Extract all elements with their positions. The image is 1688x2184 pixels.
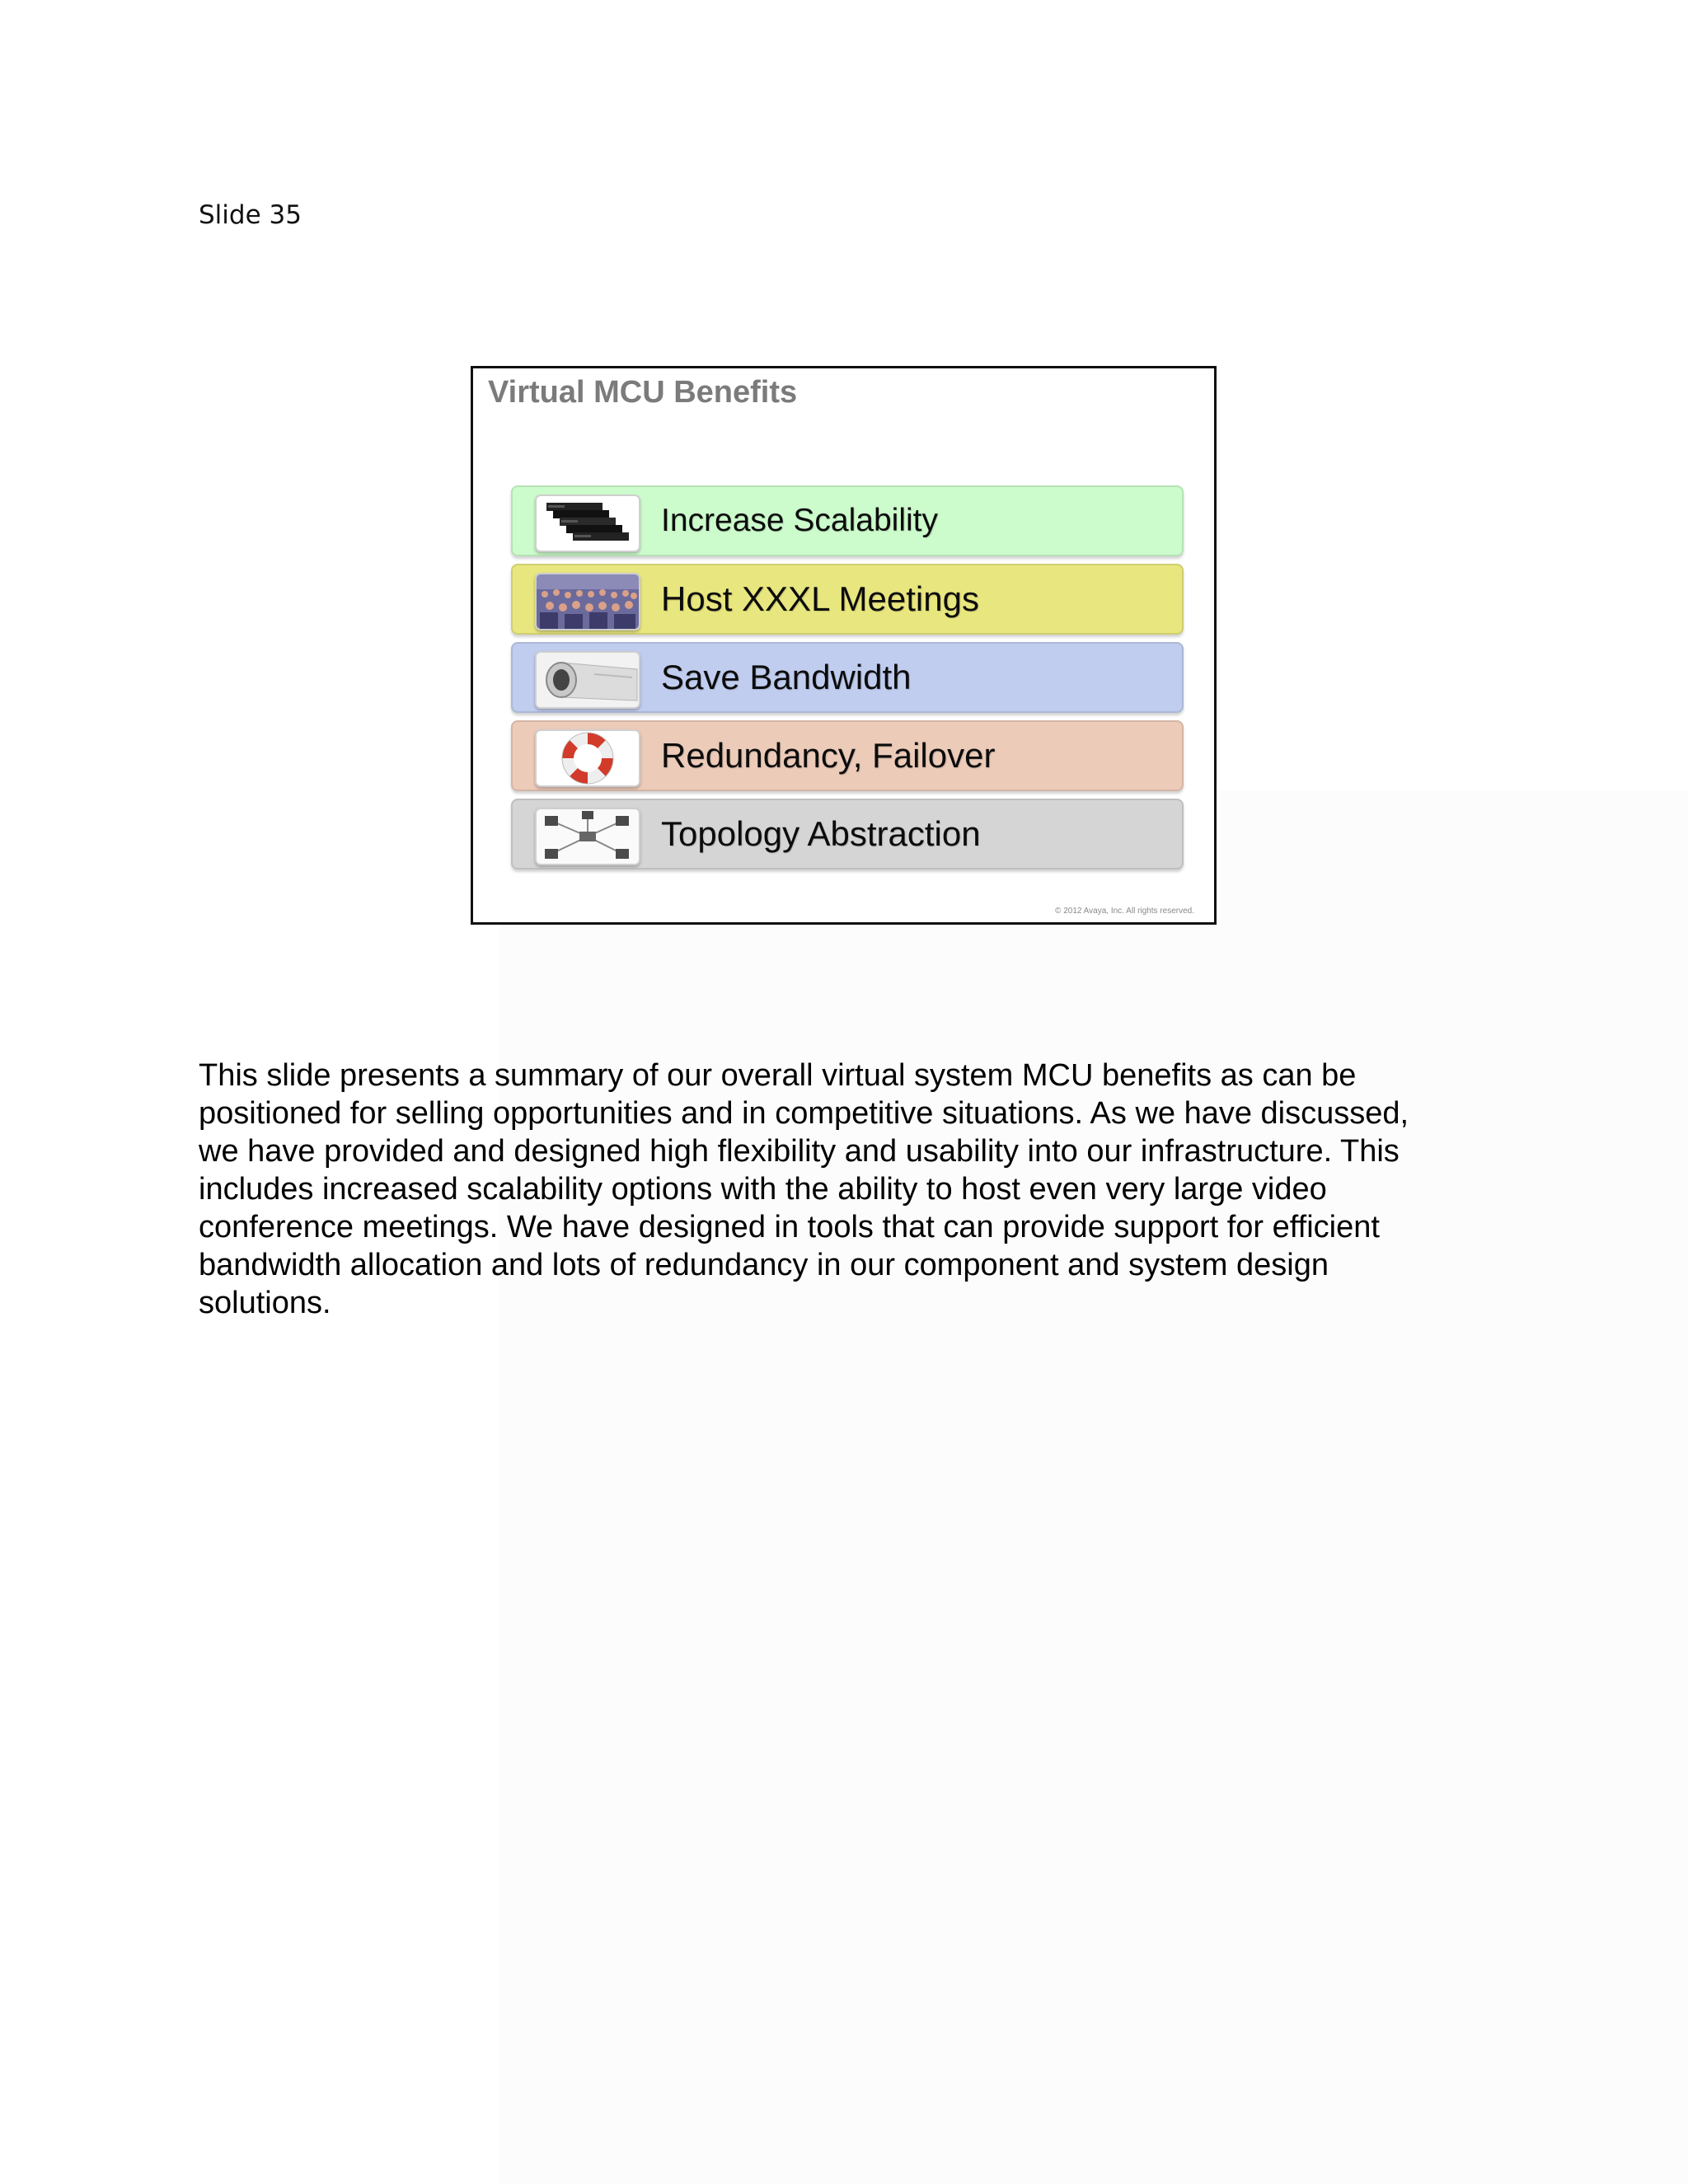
crowd-icon [535,573,640,630]
slide-number-label: Slide 35 [199,200,302,230]
slide-title: Virtual MCU Benefits [488,375,798,410]
benefit-row-xxxl-meetings [511,564,1184,635]
benefit-row-redundancy [511,720,1184,791]
benefit-row-scalability [511,485,1184,556]
notes-line: This slide presents a summary of our overall virtual system MCU benefits as can be [199,1058,1357,1093]
benefit-label: Increase Scalability [661,503,938,538]
page-background-shade [499,791,1688,2184]
pipe-icon [535,651,640,709]
notes-line: we have provided and designed high flexibility and usability into our infrastructure. This [199,1134,1400,1169]
benefit-label: Topology Abstraction [661,814,981,853]
speaker-notes [199,1057,1501,1322]
benefit-row-bandwidth [511,642,1184,713]
life-ring-icon [535,729,640,787]
benefit-label: Host XXXL Meetings [661,579,979,618]
notes-line: bandwidth allocation and lots of redundancy in our component and system design [199,1248,1329,1282]
slide-thumbnail [471,366,1217,925]
benefit-list [511,485,1184,877]
benefit-label: Redundancy, Failover [661,736,996,775]
notes-line: includes increased scalability options with the ability to host even very large video [199,1172,1327,1207]
notes-line: conference meetings. We have designed in tools that can provide support for efficient [199,1210,1380,1244]
server-stack-icon [535,494,640,552]
notes-line: positioned for selling opportunities and in competitive situations. As we have discussed, [199,1096,1409,1131]
notes-line: solutions. [199,1286,331,1320]
network-topology-icon [535,808,640,865]
benefit-label: Save Bandwidth [661,658,912,696]
slide-copyright: © 2012 Avaya, Inc. All rights reserved. [1055,907,1194,916]
benefit-row-topology [511,799,1184,869]
